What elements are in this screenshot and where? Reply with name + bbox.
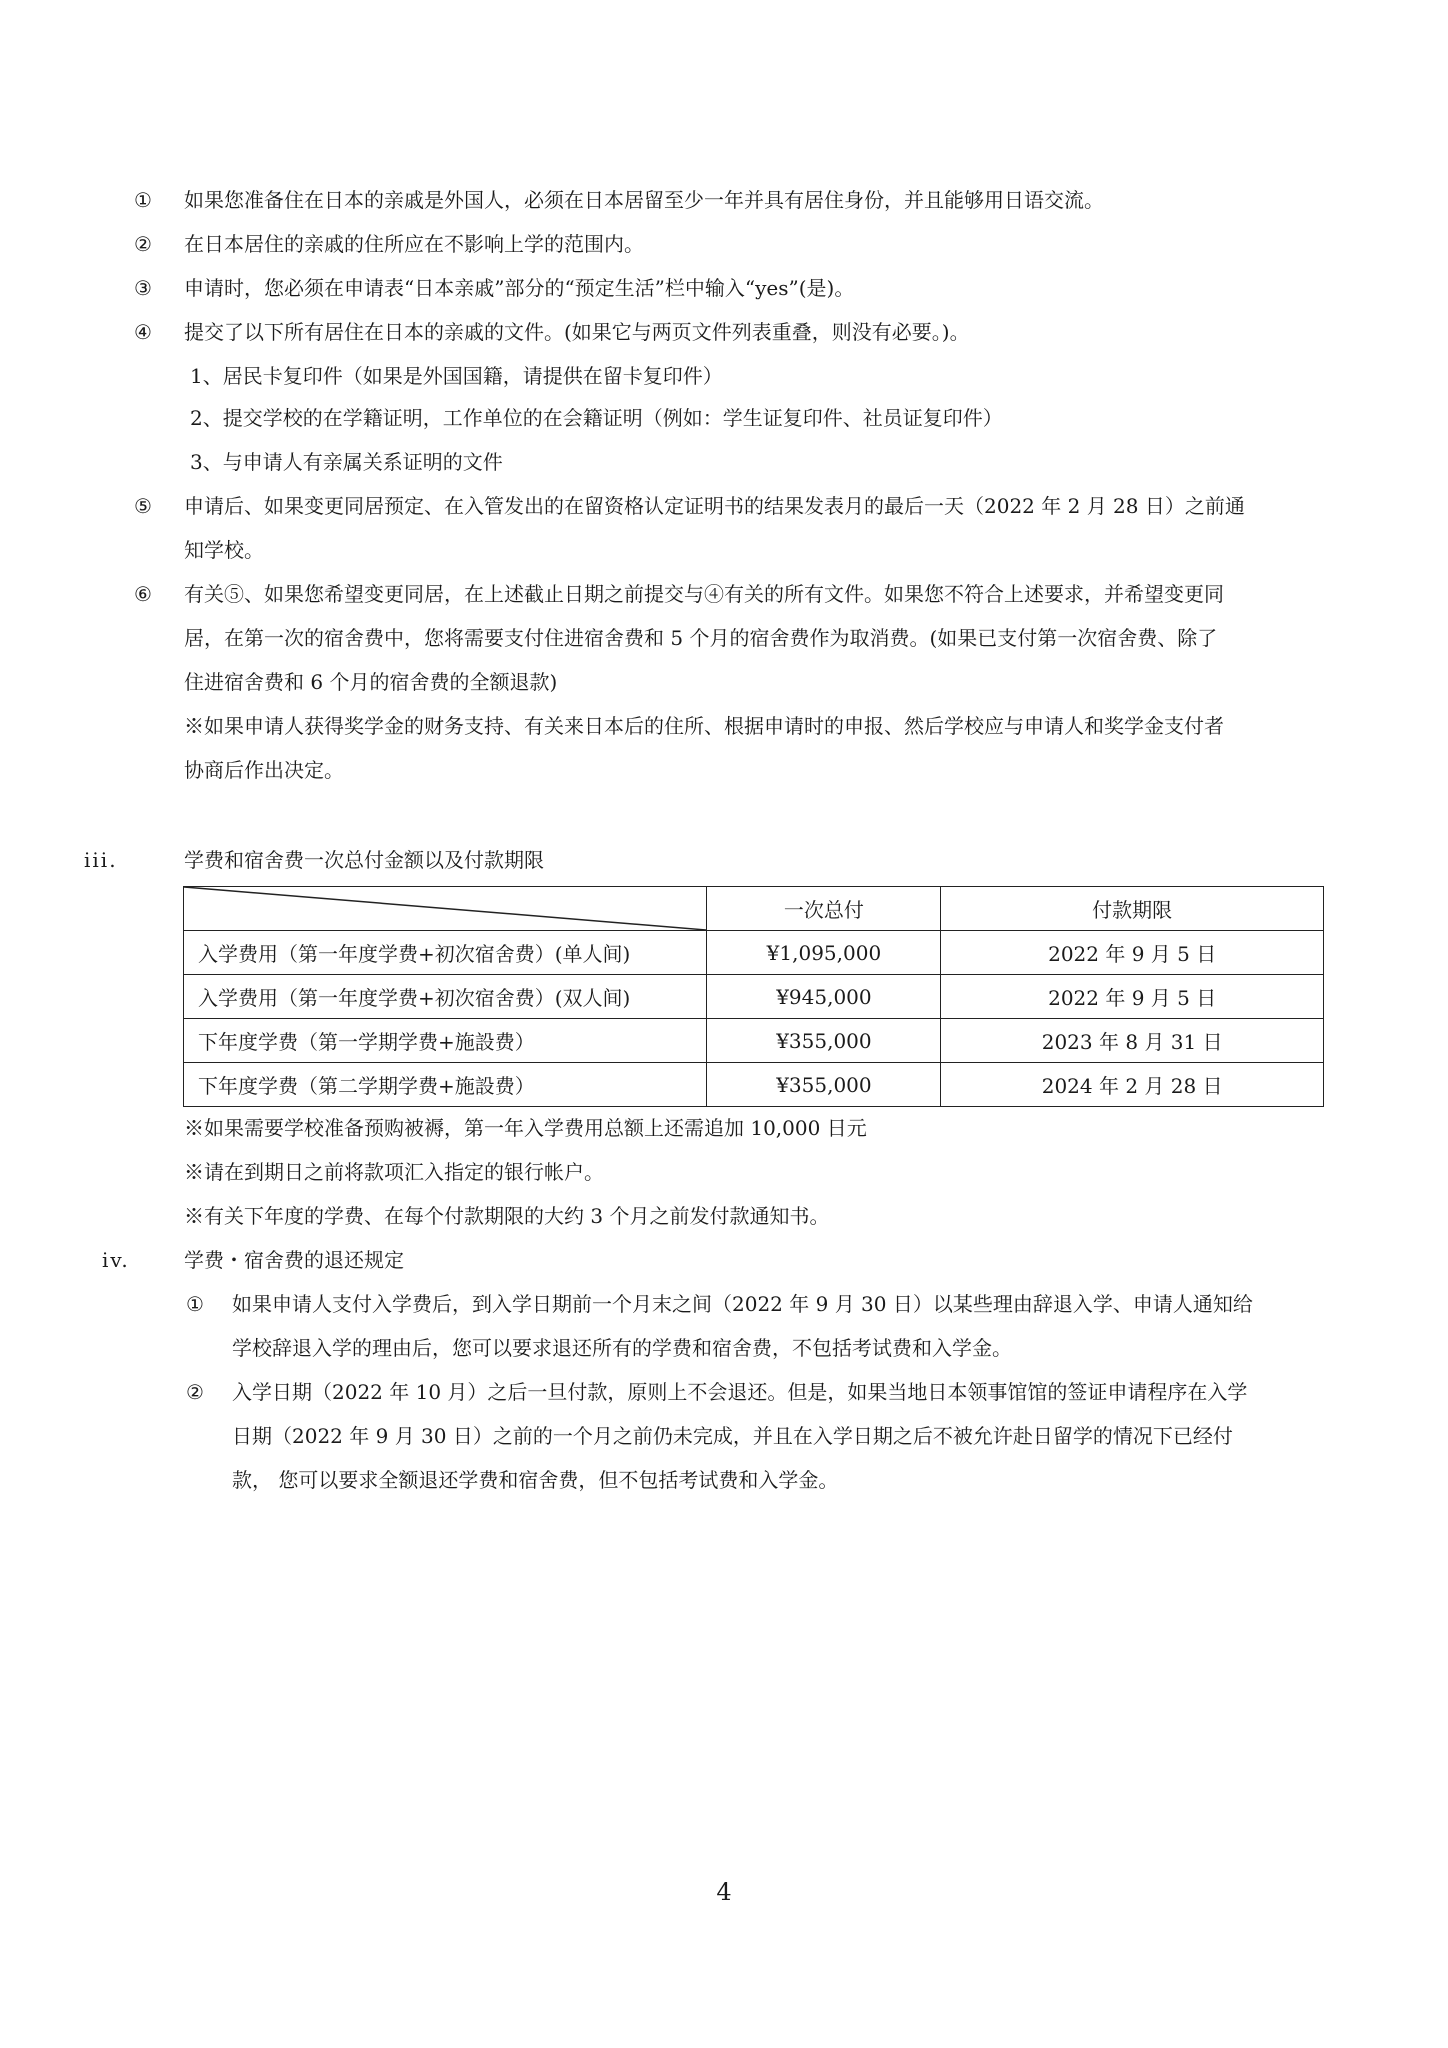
table-row: [184, 975, 1324, 1019]
column-header: 一次总付: [707, 887, 941, 931]
condition-text: 申请时，您必须在申请表“日本亲戚”部分的“预定生活”栏中输入“yes”(是)。: [184, 276, 855, 300]
column-header: 付款期限: [941, 887, 1324, 931]
change-notice-text: 申请后、如果变更同居预定、在入管发出的在留资格认定证明书的结果发表月的最后一天（2022 年 2 月 28 日）之前通: [184, 494, 1245, 518]
section-title: 学费和宿舍费一次总付金额以及付款期限: [184, 848, 544, 872]
change-notice-text: 知学校。: [184, 538, 264, 562]
document-item: 2、提交学校的在学籍证明，工作单位的在会籍证明（例如：学生证复印件、社员证复印件）: [190, 406, 1003, 430]
section-label: iv.: [102, 1248, 130, 1272]
fee-amount: ¥355,000: [707, 1063, 941, 1107]
item-marker: ⑤: [134, 494, 152, 518]
table-row: [184, 931, 1324, 975]
fee-note: ※如果需要学校准备预购被褥，第一年入学费用总额上还需追加 10,000 日元: [184, 1116, 867, 1140]
cancellation-text: 住进宿舍费和 6 个月的宿舍费的全额退款): [184, 670, 558, 694]
fee-note: ※有关下年度的学费、在每个付款期限的大约 3 个月之前发付款通知书。: [184, 1204, 830, 1228]
fee-amount: ¥945,000: [707, 975, 941, 1019]
item-marker: ③: [134, 276, 152, 300]
fee-deadline: 2023 年 8 月 31 日: [941, 1019, 1324, 1063]
scholarship-note: ※如果申请人获得奖学金的财务支持、有关来日本后的住所、根据申请时的申报、然后学校应与申请人和奖学金支付者: [184, 714, 1224, 738]
document-item: 3、与申请人有亲属关系证明的文件: [190, 450, 503, 474]
page-number: 4: [716, 1878, 732, 1906]
item-marker: ④: [134, 320, 152, 344]
condition-text: 提交了以下所有居住在日本的亲戚的文件。(如果它与两页文件列表重叠，则没有必要。)。: [184, 320, 970, 344]
table-corner-cell: [184, 887, 707, 931]
fee-item: 入学费用（第一年度学费+初次宿舍费）(单人间): [184, 931, 707, 975]
condition-text: 如果您准备住在日本的亲戚是外国人，必须在日本居留至少一年并具有居住身份，并且能够用日语交流。: [184, 188, 1104, 212]
item-marker: ②: [134, 232, 152, 256]
fee-amount: ¥355,000: [707, 1019, 941, 1063]
condition-text: 在日本居住的亲戚的住所应在不影响上学的范围内。: [184, 232, 644, 256]
scholarship-note: 协商后作出决定。: [184, 758, 344, 782]
cancellation-text: 有关⑤、如果您希望变更同居，在上述截止日期之前提交与④有关的所有文件。如果您不符合上述要求，并希望变更同: [184, 582, 1224, 606]
fee-item: 下年度学费（第一学期学费+施設费）: [184, 1019, 707, 1063]
section-title: 学费・宿舍费的退还规定: [184, 1248, 404, 1272]
refund-rule-text: 学校辞退入学的理由后，您可以要求退还所有的学费和宿舍费，不包括考试费和入学金。: [232, 1336, 1012, 1360]
fee-item: 下年度学费（第二学期学费+施設费）: [184, 1063, 707, 1107]
section-label: iii.: [84, 848, 118, 872]
fee-item: 入学费用（第一年度学费+初次宿舍费）(双人间): [184, 975, 707, 1019]
fee-table: [183, 886, 1324, 1107]
fee-deadline: 2024 年 2 月 28 日: [941, 1063, 1324, 1107]
fee-deadline: 2022 年 9 月 5 日: [941, 975, 1324, 1019]
item-marker: ②: [186, 1380, 204, 1404]
table-header-row: [184, 887, 1324, 931]
fee-deadline: 2022 年 9 月 5 日: [941, 931, 1324, 975]
fee-note: ※请在到期日之前将款项汇入指定的银行帐户。: [184, 1160, 604, 1184]
refund-rule-text: 入学日期（2022 年 10 月）之后一旦付款，原则上不会退还。但是，如果当地日本领事馆馆的签证申请程序在入学: [232, 1380, 1248, 1404]
item-marker: ①: [134, 188, 152, 212]
fee-amount: ¥1,095,000: [707, 931, 941, 975]
item-marker: ⑥: [134, 582, 152, 606]
refund-rule-text: 款， 您可以要求全额退还学费和宿舍费，但不包括考试费和入学金。: [232, 1468, 839, 1492]
refund-rule-text: 日期（2022 年 9 月 30 日）之前的一个月之前仍未完成，并且在入学日期之后不被允许赴日留学的情况下已经付: [232, 1424, 1233, 1448]
table-row: [184, 1063, 1324, 1107]
diagonal-line: [184, 887, 706, 930]
item-marker: ①: [186, 1292, 204, 1316]
cancellation-text: 居，在第一次的宿舍费中，您将需要支付住进宿舍费和 5 个月的宿舍费作为取消费。(如果已支付第一次宿舍费、除了: [184, 626, 1218, 650]
table-row: [184, 1019, 1324, 1063]
document-item: 1、居民卡复印件（如果是外国国籍，请提供在留卡复印件）: [190, 364, 723, 388]
refund-rule-text: 如果申请人支付入学费后，到入学日期前一个月末之间（2022 年 9 月 30 日）以某些理由辞退入学、申请人通知给: [232, 1292, 1253, 1316]
